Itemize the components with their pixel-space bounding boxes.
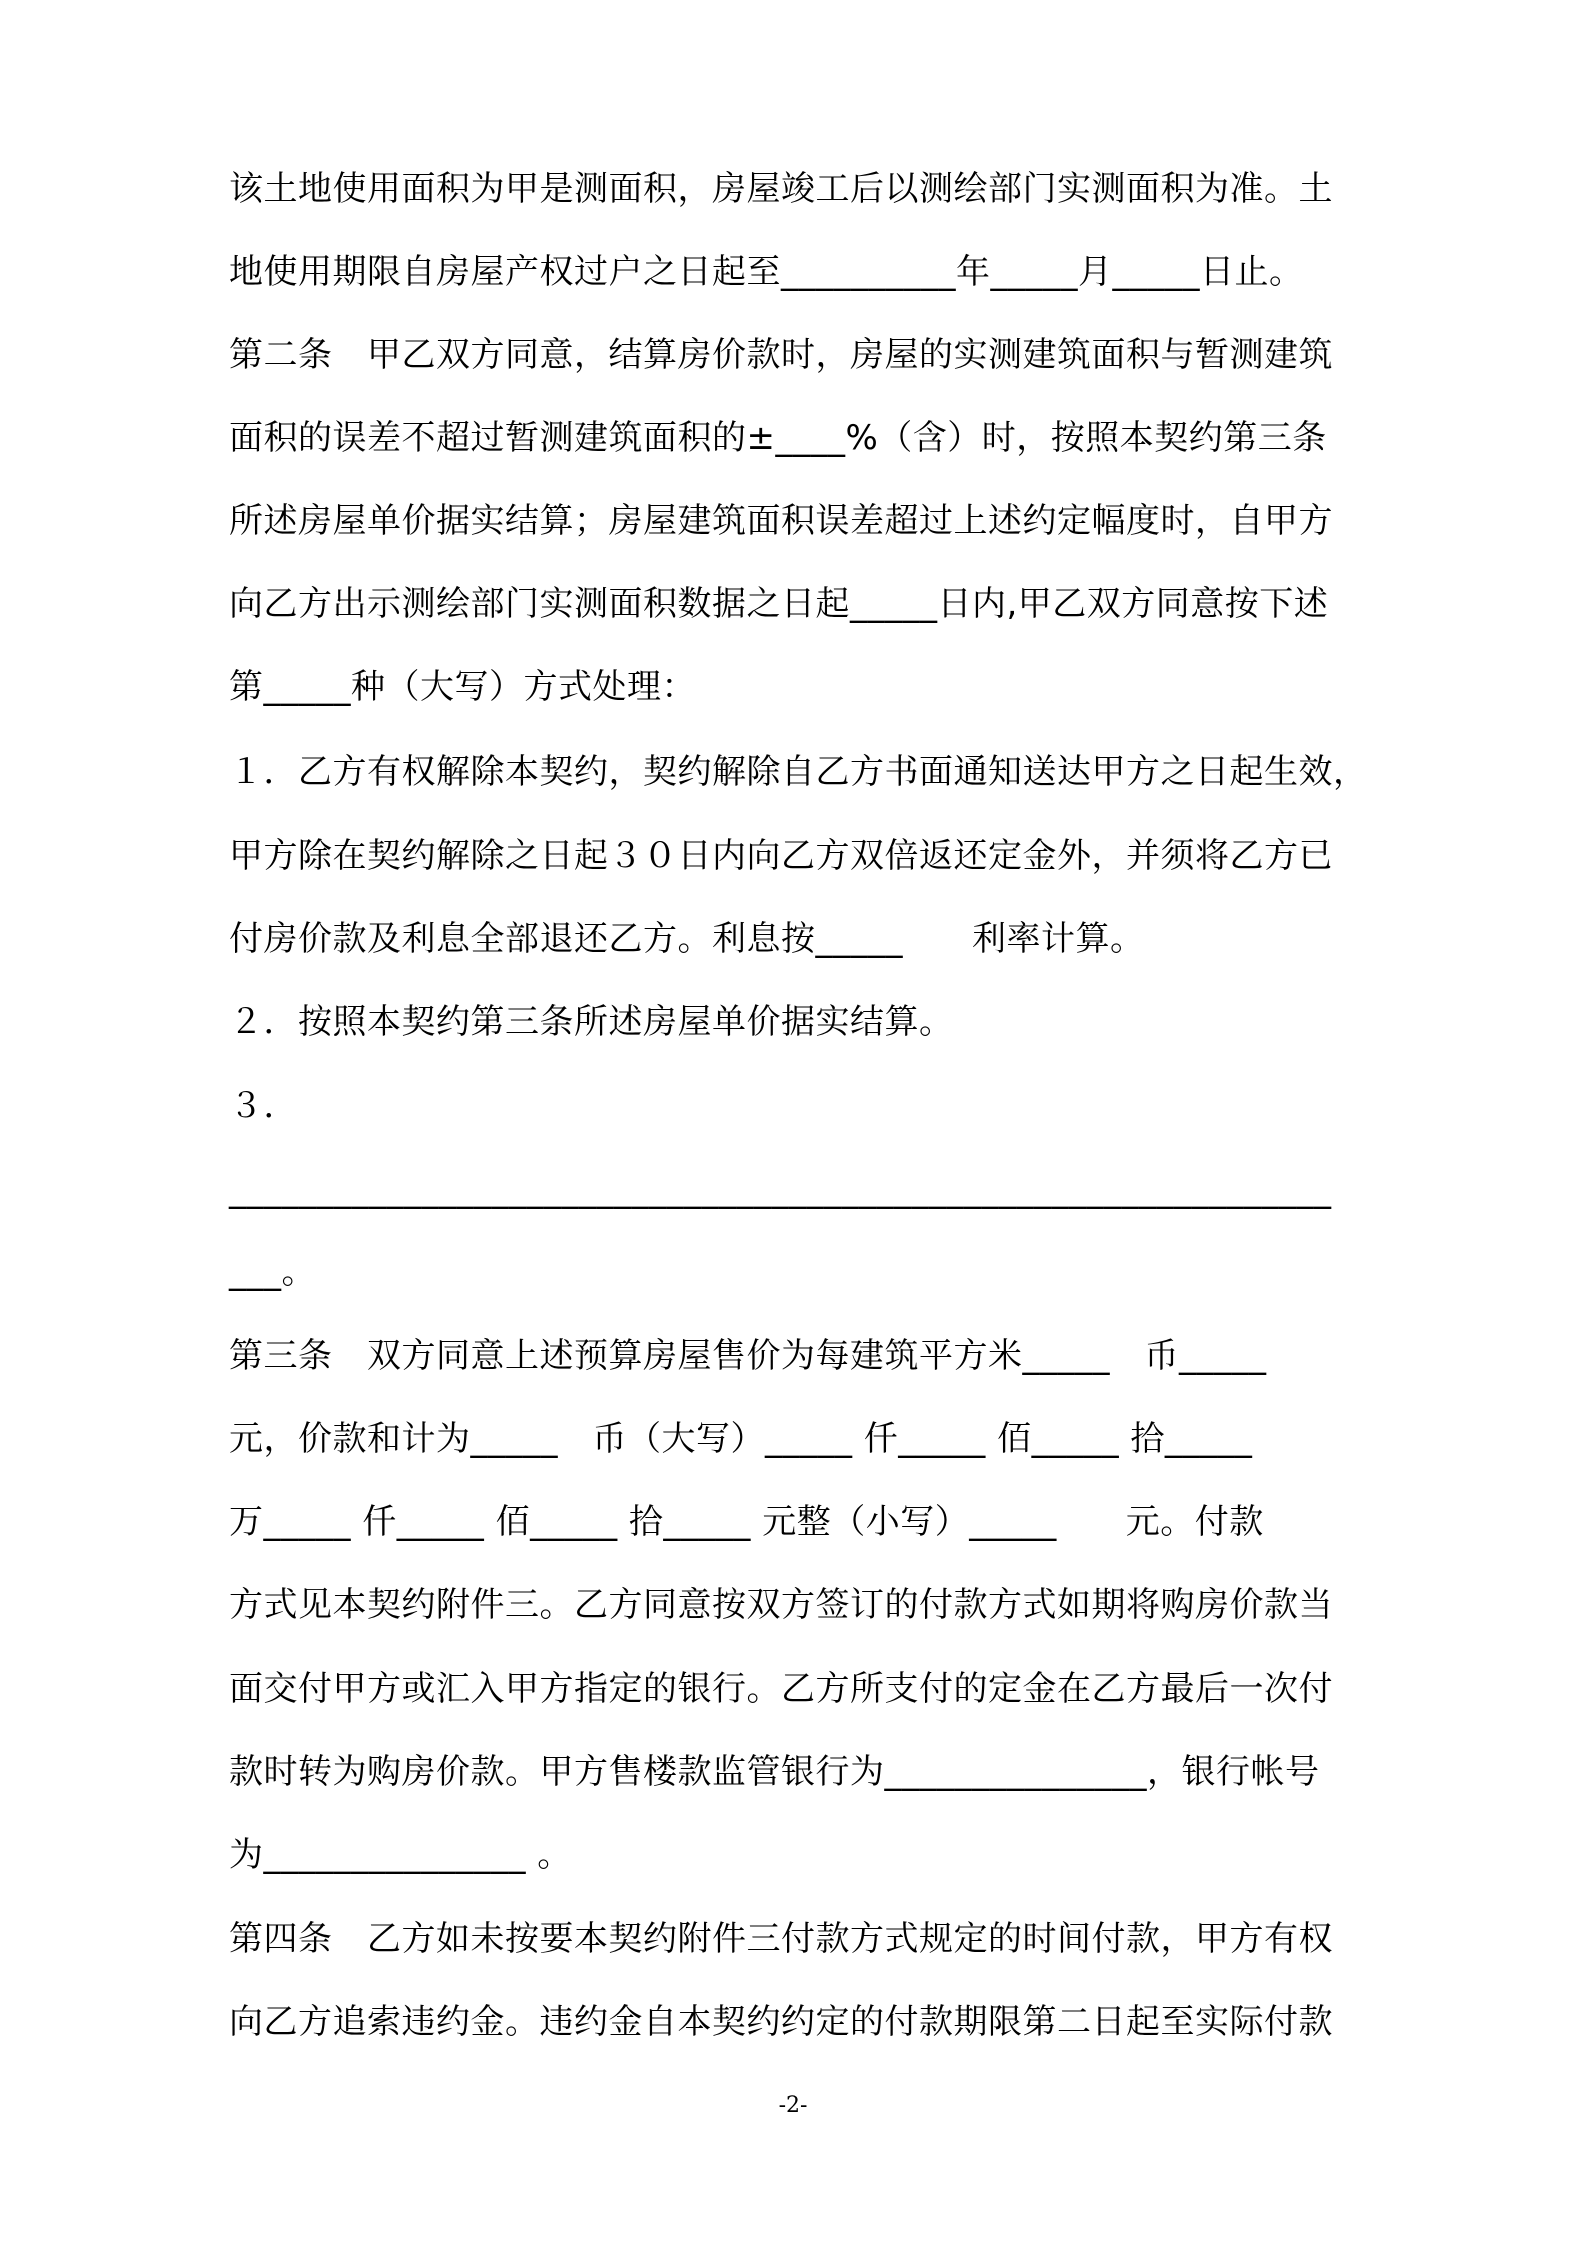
text-line: 付房价款及利息全部退还乙方。利息按_____ 利率计算。 [229,919,1145,959]
text-line: １．乙方有权解除本契约，契约解除自乙方书面通知送达甲方之日起生效， [229,752,1368,792]
text-line: 万_____ 仟_____ 佰_____ 拾_____ 元整（小写）_____ 元。付款 [229,1502,1264,1542]
text-line: ２．按照本契约第三条所述房屋单价据实结算。 [229,1002,954,1042]
text-line: 该土地使用面积为甲是测面积，房屋竣工后以测绘部门实测面积为准。土 [229,169,1333,209]
text-line: 为_______________ 。 [229,1835,572,1875]
text-line: 元，价款和计为_____ 币（大写）_____ 仟_____ 佰_____ 拾_____ [229,1419,1253,1459]
page-number: -2- [778,2093,808,2118]
text-line: 款时转为购房价款。甲方售楼款监管银行为_______________，银行帐号 [229,1752,1320,1792]
text-line: 第三条 双方同意上述预算房屋售价为每建筑平方米_____ 币_____ [229,1336,1267,1376]
text-line: 第四条 乙方如未按要本契约附件三付款方式规定的时间付款，甲方有权 [229,1919,1333,1959]
text-line: _______________________________________________________________ [229,1170,1332,1210]
text-line: 面交付甲方或汇入甲方指定的银行。乙方所支付的定金在乙方最后一次付 [229,1669,1333,1709]
text-line: 向乙方追索违约金。违约金自本契约约定的付款期限第二日起至实际付款 [229,2002,1333,2042]
text-line: 第二条 甲乙双方同意，结算房价款时，房屋的实测建筑面积与暂测建筑 [229,335,1333,375]
text-line: 甲方除在契约解除之日起３０日内向乙方双倍返还定金外，并须将乙方已 [229,836,1333,876]
text-line: 面积的误差不超过暂测建筑面积的±____%（含）时，按照本契约第三条 [229,418,1327,458]
text-line: 地使用期限自房屋产权过户之日起至__________年_____月_____日止。 [229,252,1304,292]
text-line: ___。 [229,1252,316,1292]
text-line: 向乙方出示测绘部门实测面积数据之日起_____日内,甲乙双方同意按下述 [229,584,1329,624]
text-line: 所述房屋单价据实结算；房屋建筑面积误差超过上述约定幅度时，自甲方 [229,501,1333,541]
text-line: 方式见本契约附件三。乙方同意按双方签订的付款方式如期将购房价款当 [229,1585,1333,1625]
text-line: ３． [229,1086,298,1126]
text-line: 第_____种（大写）方式处理： [229,667,696,707]
